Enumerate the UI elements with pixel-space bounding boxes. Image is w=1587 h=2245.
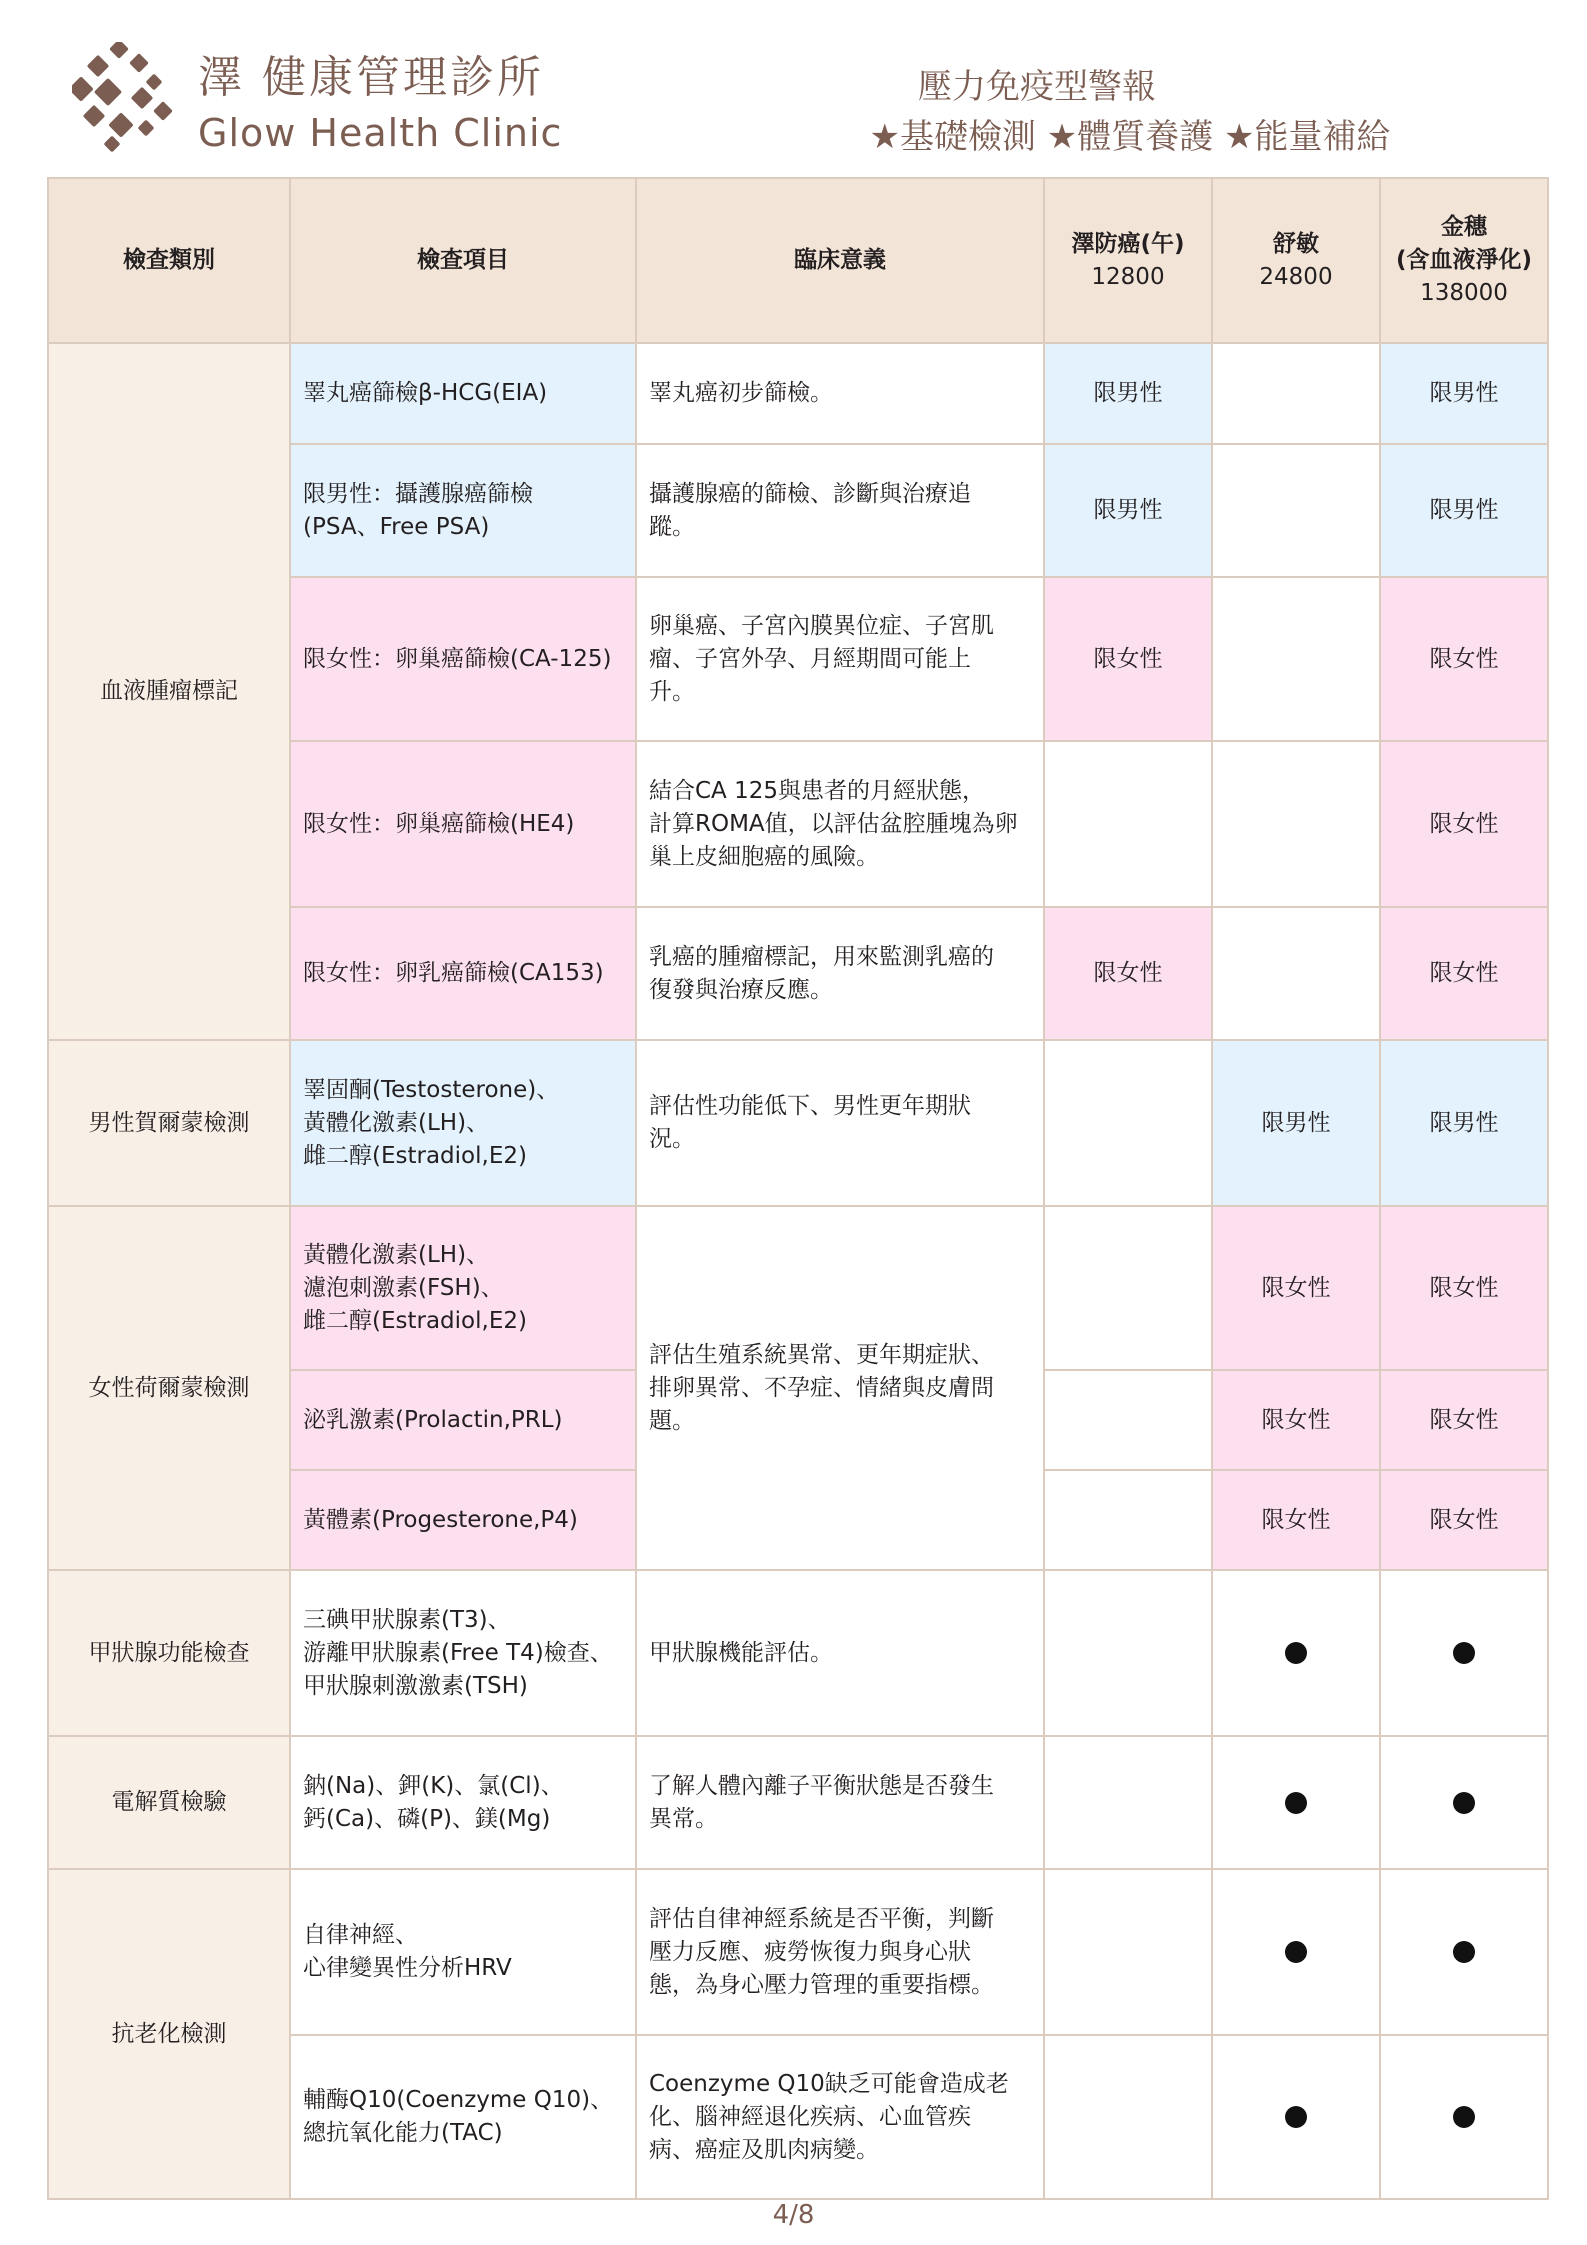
meaning-line: Coenzyme Q10缺乏可能會造成老 bbox=[649, 2070, 1009, 2097]
meaning-line: 復發與治療反應。 bbox=[649, 976, 833, 1003]
category-antiaging: 抗老化檢測 bbox=[48, 1869, 290, 2199]
item-line: 自律神經、 bbox=[303, 1922, 418, 1948]
plan3-cell: 限男性 bbox=[1380, 1040, 1548, 1206]
plan3-cell: 限女性 bbox=[1380, 577, 1548, 741]
plan3-note: (含血液淨化) bbox=[1395, 247, 1533, 273]
plan2-cell bbox=[1212, 343, 1380, 444]
meaning-line: 乳癌的腫瘤標記，用來監測乳癌的 bbox=[649, 943, 994, 970]
meaning-cell bbox=[636, 577, 1044, 741]
included-dot-icon bbox=[1285, 2106, 1307, 2128]
item-cell: 泌乳激素(Prolactin,PRL) bbox=[290, 1370, 636, 1470]
included-dot-icon bbox=[1453, 1941, 1475, 1963]
column-header-category: 檢查類別 bbox=[48, 178, 290, 343]
checkup-table bbox=[47, 177, 1549, 2200]
meaning-line: 升。 bbox=[649, 678, 695, 705]
meaning-cell bbox=[636, 444, 1044, 577]
plan3-name: 金穗 bbox=[1441, 214, 1487, 240]
table-row bbox=[48, 1040, 1548, 1206]
plan2-cell bbox=[1212, 1736, 1380, 1869]
plan1-cell bbox=[1044, 1040, 1212, 1206]
meaning-line: 排卵異常、不孕症、情緒與皮膚問 bbox=[649, 1374, 994, 1401]
plan1-cell bbox=[1044, 1570, 1212, 1736]
category-thyroid: 甲狀腺功能檢查 bbox=[48, 1570, 290, 1736]
meaning-line: 異常。 bbox=[649, 1805, 718, 1832]
meaning-line: 瘤、子宮外孕、月經期間可能上 bbox=[649, 645, 971, 672]
meaning-line: 壓力反應、疲勞恢復力與身心狀 bbox=[649, 1938, 971, 1965]
plan1-cell: 限男性 bbox=[1044, 343, 1212, 444]
item-cell bbox=[290, 1206, 636, 1370]
item-line: (PSA、Free PSA) bbox=[303, 513, 490, 540]
item-cell bbox=[290, 2035, 636, 2199]
plan1-cell: 限男性 bbox=[1044, 444, 1212, 577]
meaning-line: 了解人體內離子平衡狀態是否發生 bbox=[649, 1772, 994, 1799]
plan2-cell: 限女性 bbox=[1212, 1370, 1380, 1470]
included-dot-icon bbox=[1453, 1642, 1475, 1664]
meaning-cell bbox=[636, 2035, 1044, 2199]
included-dot-icon bbox=[1285, 1941, 1307, 1963]
included-dot-icon bbox=[1285, 1792, 1307, 1814]
item-line: 黃體化激素(LH)、 bbox=[303, 1109, 490, 1136]
page-number: 4/8 bbox=[772, 2200, 815, 2230]
item-cell bbox=[290, 1040, 636, 1206]
category-female-hormone: 女性荷爾蒙檢測 bbox=[48, 1206, 290, 1570]
item-line: 游離甲狀腺素(Free T4)檢查、 bbox=[303, 1639, 613, 1666]
plan2-cell bbox=[1212, 444, 1380, 577]
item-line: 三碘甲狀腺素(T3)、 bbox=[303, 1606, 511, 1633]
column-header-plan1 bbox=[1044, 178, 1212, 343]
item-cell: 限女性：卵巢癌篩檢(HE4) bbox=[290, 741, 636, 907]
plan3-cell: 限女性 bbox=[1380, 741, 1548, 907]
plan3-cell bbox=[1380, 1869, 1548, 2035]
plan3-cell: 限男性 bbox=[1380, 444, 1548, 577]
meaning-cell bbox=[636, 741, 1044, 907]
meaning-line: 病、癌症及肌肉病變。 bbox=[649, 2136, 879, 2163]
meaning-cell bbox=[636, 1736, 1044, 1869]
table-row bbox=[48, 1206, 1548, 1370]
meaning-cell: 甲狀腺機能評估。 bbox=[636, 1570, 1044, 1736]
clinic-name-english: Glow Health Clinic bbox=[198, 111, 563, 155]
plan2-cell: 限女性 bbox=[1212, 1470, 1380, 1570]
meaning-line: 計算ROMA值，以評估盆腔腫塊為卵 bbox=[649, 810, 1018, 837]
item-cell bbox=[290, 1736, 636, 1869]
table-row bbox=[48, 1869, 1548, 2035]
item-line: 心律變異性分析HRV bbox=[303, 1955, 512, 1981]
item-line: 鈉(Na)、鉀(K)、氯(Cl)、 bbox=[303, 1772, 564, 1799]
plan2-price: 24800 bbox=[1259, 263, 1333, 290]
plan1-cell bbox=[1044, 1470, 1212, 1570]
plan1-cell bbox=[1044, 1370, 1212, 1470]
item-line: 濾泡刺激素(FSH)、 bbox=[303, 1274, 504, 1301]
item-cell: 黃體素(Progesterone,P4) bbox=[290, 1470, 636, 1570]
meaning-line: 巢上皮細胞癌的風險。 bbox=[649, 843, 879, 870]
item-line: 雌二醇(Estradiol,E2) bbox=[303, 1307, 527, 1334]
report-title: 壓力免疫型警報 bbox=[918, 67, 1156, 107]
meaning-line: 結合CA 125與患者的月經狀態， bbox=[649, 777, 986, 804]
meaning-line: 攝護腺癌的篩檢、診斷與治療追 bbox=[649, 480, 971, 507]
plan2-cell bbox=[1212, 577, 1380, 741]
table-row bbox=[48, 343, 1548, 444]
table-row bbox=[48, 1570, 1548, 1736]
plan2-cell bbox=[1212, 1869, 1380, 2035]
included-dot-icon bbox=[1453, 2106, 1475, 2128]
column-header-meaning: 臨床意義 bbox=[636, 178, 1044, 343]
item-cell bbox=[290, 444, 636, 577]
included-dot-icon bbox=[1453, 1792, 1475, 1814]
plan3-cell: 限女性 bbox=[1380, 907, 1548, 1040]
item-line: 黃體化激素(LH)、 bbox=[303, 1241, 490, 1268]
meaning-line: 評估生殖系統異常、更年期症狀、 bbox=[649, 1341, 994, 1368]
plan3-cell bbox=[1380, 2035, 1548, 2199]
plan1-cell bbox=[1044, 741, 1212, 907]
item-cell: 限女性：卵巢癌篩檢(CA-125) bbox=[290, 577, 636, 741]
clinic-name-chinese: 澤 健康管理診所 bbox=[198, 52, 544, 103]
plan1-cell: 限女性 bbox=[1044, 577, 1212, 741]
included-dot-icon bbox=[1285, 1642, 1307, 1664]
column-header-item: 檢查項目 bbox=[290, 178, 636, 343]
plan1-name: 澤防癌(午) bbox=[1071, 230, 1185, 257]
meaning-line: 題。 bbox=[649, 1407, 695, 1434]
plan1-cell bbox=[1044, 2035, 1212, 2199]
plan1-cell bbox=[1044, 1206, 1212, 1370]
plan2-cell bbox=[1212, 907, 1380, 1040]
plan3-cell: 限男性 bbox=[1380, 343, 1548, 444]
meaning-line: 評估自律神經系統是否平衡，判斷 bbox=[649, 1905, 994, 1932]
category-tumor: 血液腫瘤標記 bbox=[48, 343, 290, 1040]
meaning-line: 化、腦神經退化疾病、心血管疾 bbox=[649, 2103, 971, 2130]
plan2-cell: 限男性 bbox=[1212, 1040, 1380, 1206]
meaning-line: 態，為身心壓力管理的重要指標。 bbox=[649, 1971, 994, 1998]
meaning-cell bbox=[636, 1040, 1044, 1206]
meaning-line: 評估性功能低下、男性更年期狀 bbox=[649, 1093, 971, 1119]
plan3-cell: 限女性 bbox=[1380, 1206, 1548, 1370]
meaning-line: 卵巢癌、子宮內膜異位症、子宮肌 bbox=[649, 612, 994, 639]
meaning-line: 況。 bbox=[649, 1126, 695, 1152]
plan2-cell: 限女性 bbox=[1212, 1206, 1380, 1370]
item-cell bbox=[290, 1869, 636, 2035]
plan1-cell bbox=[1044, 1736, 1212, 1869]
plan3-cell bbox=[1380, 1736, 1548, 1869]
item-line: 甲狀腺刺激激素(TSH) bbox=[303, 1672, 528, 1699]
plan1-cell bbox=[1044, 1869, 1212, 2035]
plan2-cell bbox=[1212, 2035, 1380, 2199]
item-cell: 限女性：卵乳癌篩檢(CA153) bbox=[290, 907, 636, 1040]
item-line: 睪固酮(Testosterone)、 bbox=[303, 1076, 560, 1103]
item-line: 輔酶Q10(Coenzyme Q10)、 bbox=[303, 2087, 614, 2113]
category-male-hormone: 男性賀爾蒙檢測 bbox=[48, 1040, 290, 1206]
plan2-cell bbox=[1212, 741, 1380, 907]
meaning-cell: 睪丸癌初步篩檢。 bbox=[636, 343, 1044, 444]
plan3-price: 138000 bbox=[1420, 280, 1508, 306]
item-cell bbox=[290, 1570, 636, 1736]
plan1-cell: 限女性 bbox=[1044, 907, 1212, 1040]
plan3-cell bbox=[1380, 1570, 1548, 1736]
item-line: 限男性：攝護腺癌篩檢 bbox=[303, 480, 533, 507]
report-subtitle: ★基礎檢測 ★體質養護 ★能量補給 bbox=[869, 117, 1391, 157]
plan3-cell: 限女性 bbox=[1380, 1370, 1548, 1470]
meaning-cell bbox=[636, 1206, 1044, 1570]
column-header-plan2 bbox=[1212, 178, 1380, 343]
item-line: 總抗氧化能力(TAC) bbox=[303, 2120, 503, 2146]
clinic-logo-icon bbox=[72, 42, 180, 154]
plan3-cell: 限女性 bbox=[1380, 1470, 1548, 1570]
item-cell: 睪丸癌篩檢β-HCG(EIA) bbox=[290, 343, 636, 444]
meaning-cell bbox=[636, 1869, 1044, 2035]
item-line: 鈣(Ca)、磷(P)、鎂(Mg) bbox=[303, 1805, 551, 1832]
table-row bbox=[48, 1736, 1548, 1869]
item-line: 雌二醇(Estradiol,E2) bbox=[303, 1142, 527, 1169]
column-header-plan3 bbox=[1380, 178, 1548, 343]
meaning-cell bbox=[636, 907, 1044, 1040]
meaning-line: 蹤。 bbox=[649, 513, 695, 540]
plan2-name: 舒敏 bbox=[1273, 230, 1319, 257]
plan2-cell bbox=[1212, 1570, 1380, 1736]
plan1-price: 12800 bbox=[1091, 263, 1165, 290]
category-electrolyte: 電解質檢驗 bbox=[48, 1736, 290, 1869]
table-header-row bbox=[48, 178, 1548, 343]
